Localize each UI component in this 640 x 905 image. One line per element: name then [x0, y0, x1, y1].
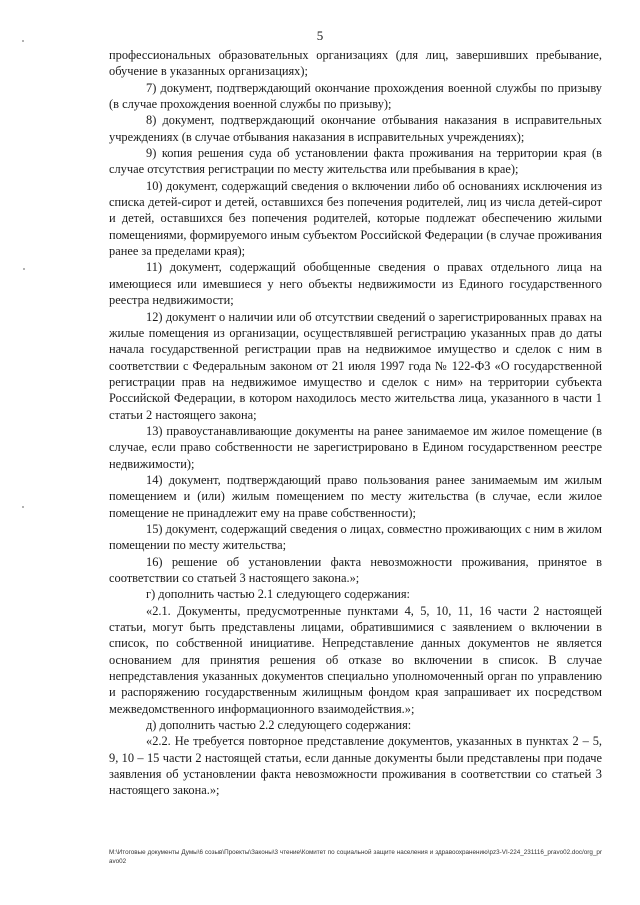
paragraph-item-11: 11) документ, содержащий обобщенные сведения о правах отдельного лица на имеющиеся или имевшиеся у него объекты недвижимости из Единого государственного реестра недвижимости; [109, 260, 602, 308]
scan-speck [23, 268, 25, 270]
paragraph-item-7: 7) документ, подтверждающий окончание прохождения военной службы по призыву (в случае прохождения военной службы по призыву); [109, 80, 602, 112]
paragraph-part-2-2: «2.2. Не требуется повторное представление документов, указанных в пунктах 2 – 5, 9, 10 – 15 части 2 настоящей статьи, если данные документы были представлены при подаче заявления об установлении факта невозможности проживания в соответствии со статьей 3 настоящего закона.»; [109, 734, 602, 798]
scan-speck [22, 506, 24, 508]
paragraph-item-15: 15) документ, содержащий сведения о лицах, совместно проживающих с ним в жилом помещении по месту жительства; [109, 521, 602, 553]
footer-file-path: M:\Итоговые документы Думы\6 созыв\Проекты\Законы\3 чтение\Комитет по социальной защите населения и здравоохранению\pz3-VI-224_231116_pravo02.doc/org_pravo02 [109, 849, 602, 865]
paragraph-item-10: 10) документ, содержащий сведения о включении либо об основаниях исключения из списка детей-сирот и детей, оставшихся без попечения родителей, лиц из числа детей-сирот и детей, оставшихся без попечения родителей, которые подлежат обеспечению жилыми помещениями, формируемого иным субъектом Российской Федерации (в случае проживания ранее за пределами края); [109, 178, 602, 259]
paragraph-continuation: профессиональных образовательных организациях (для лиц, завершивших пребывание, обучение в указанных организациях); [109, 48, 602, 79]
paragraph-item-9: 9) копия решения суда об установлении факта проживания на территории края (в случае отсутствия регистрации по месту жительства или пребывания в крае); [109, 146, 602, 177]
page-number: 5 [316, 28, 324, 43]
paragraph-item-16: 16) решение об установлении факта невозможности проживания, принятое в соответствии со статьей 3 настоящего закона.»; [109, 554, 602, 585]
paragraph-item-12: 12) документ о наличии или об отсутствии сведений о зарегистрированных правах на жилые помещения из организации, осуществлявшей регистрацию указанных прав до даты начала государственной регистрации прав на недвижимое имущество и сделок с ним в соответствии с Федеральным законом от 21 июля 1997 года № 122-ФЗ «О государственной регистрации прав на недвижимое имущество и сделок с ним» на территории субъекта Российской Федерации, в котором находилось место жительства лица, указанного в части 1 статьи 2 настоящего закона; [109, 309, 602, 422]
paragraph-item-14: 14) документ, подтверждающий право пользования ранее занимаемым им жилым помещением и (или) жилым помещением по месту жительства (в случае, если жилое помещение не принадлежит ему на праве собственности); [109, 472, 602, 520]
document-body [109, 47, 602, 799]
paragraph-amendment-g: г) дополнить частью 2.1 следующего содержания: [146, 587, 410, 602]
paragraph-amendment-d: д) дополнить частью 2.2 следующего содержания: [146, 718, 412, 733]
paragraph-part-2-1: «2.1. Документы, предусмотренные пунктами 4, 5, 10, 11, 16 части 2 настоящей статьи, могут быть представлены лицами, обратившимися с заявлением о включении в список, по собственной инициативе. Непредставление данных документов не является основанием для принятия решения об отказе во включении в список. В случае непредставления указанных документов специально уполномоченный орган по управлению и распоряжению государственным жилищным фондом края запрашивает их посредством межведомственного информационного взаимодействия.»; [109, 603, 602, 716]
scan-speck [22, 40, 24, 42]
paragraph-item-13: 13) правоустанавливающие документы на ранее занимаемое им жилое помещение (в случае, если право собственности не зарегистрировано в Едином государственном реестре недвижимости); [109, 423, 602, 471]
paragraph-item-8: 8) документ, подтверждающий окончание отбывания наказания в исправительных учреждениях (в случае отбывания наказания в исправительных учреждениях); [109, 113, 602, 144]
